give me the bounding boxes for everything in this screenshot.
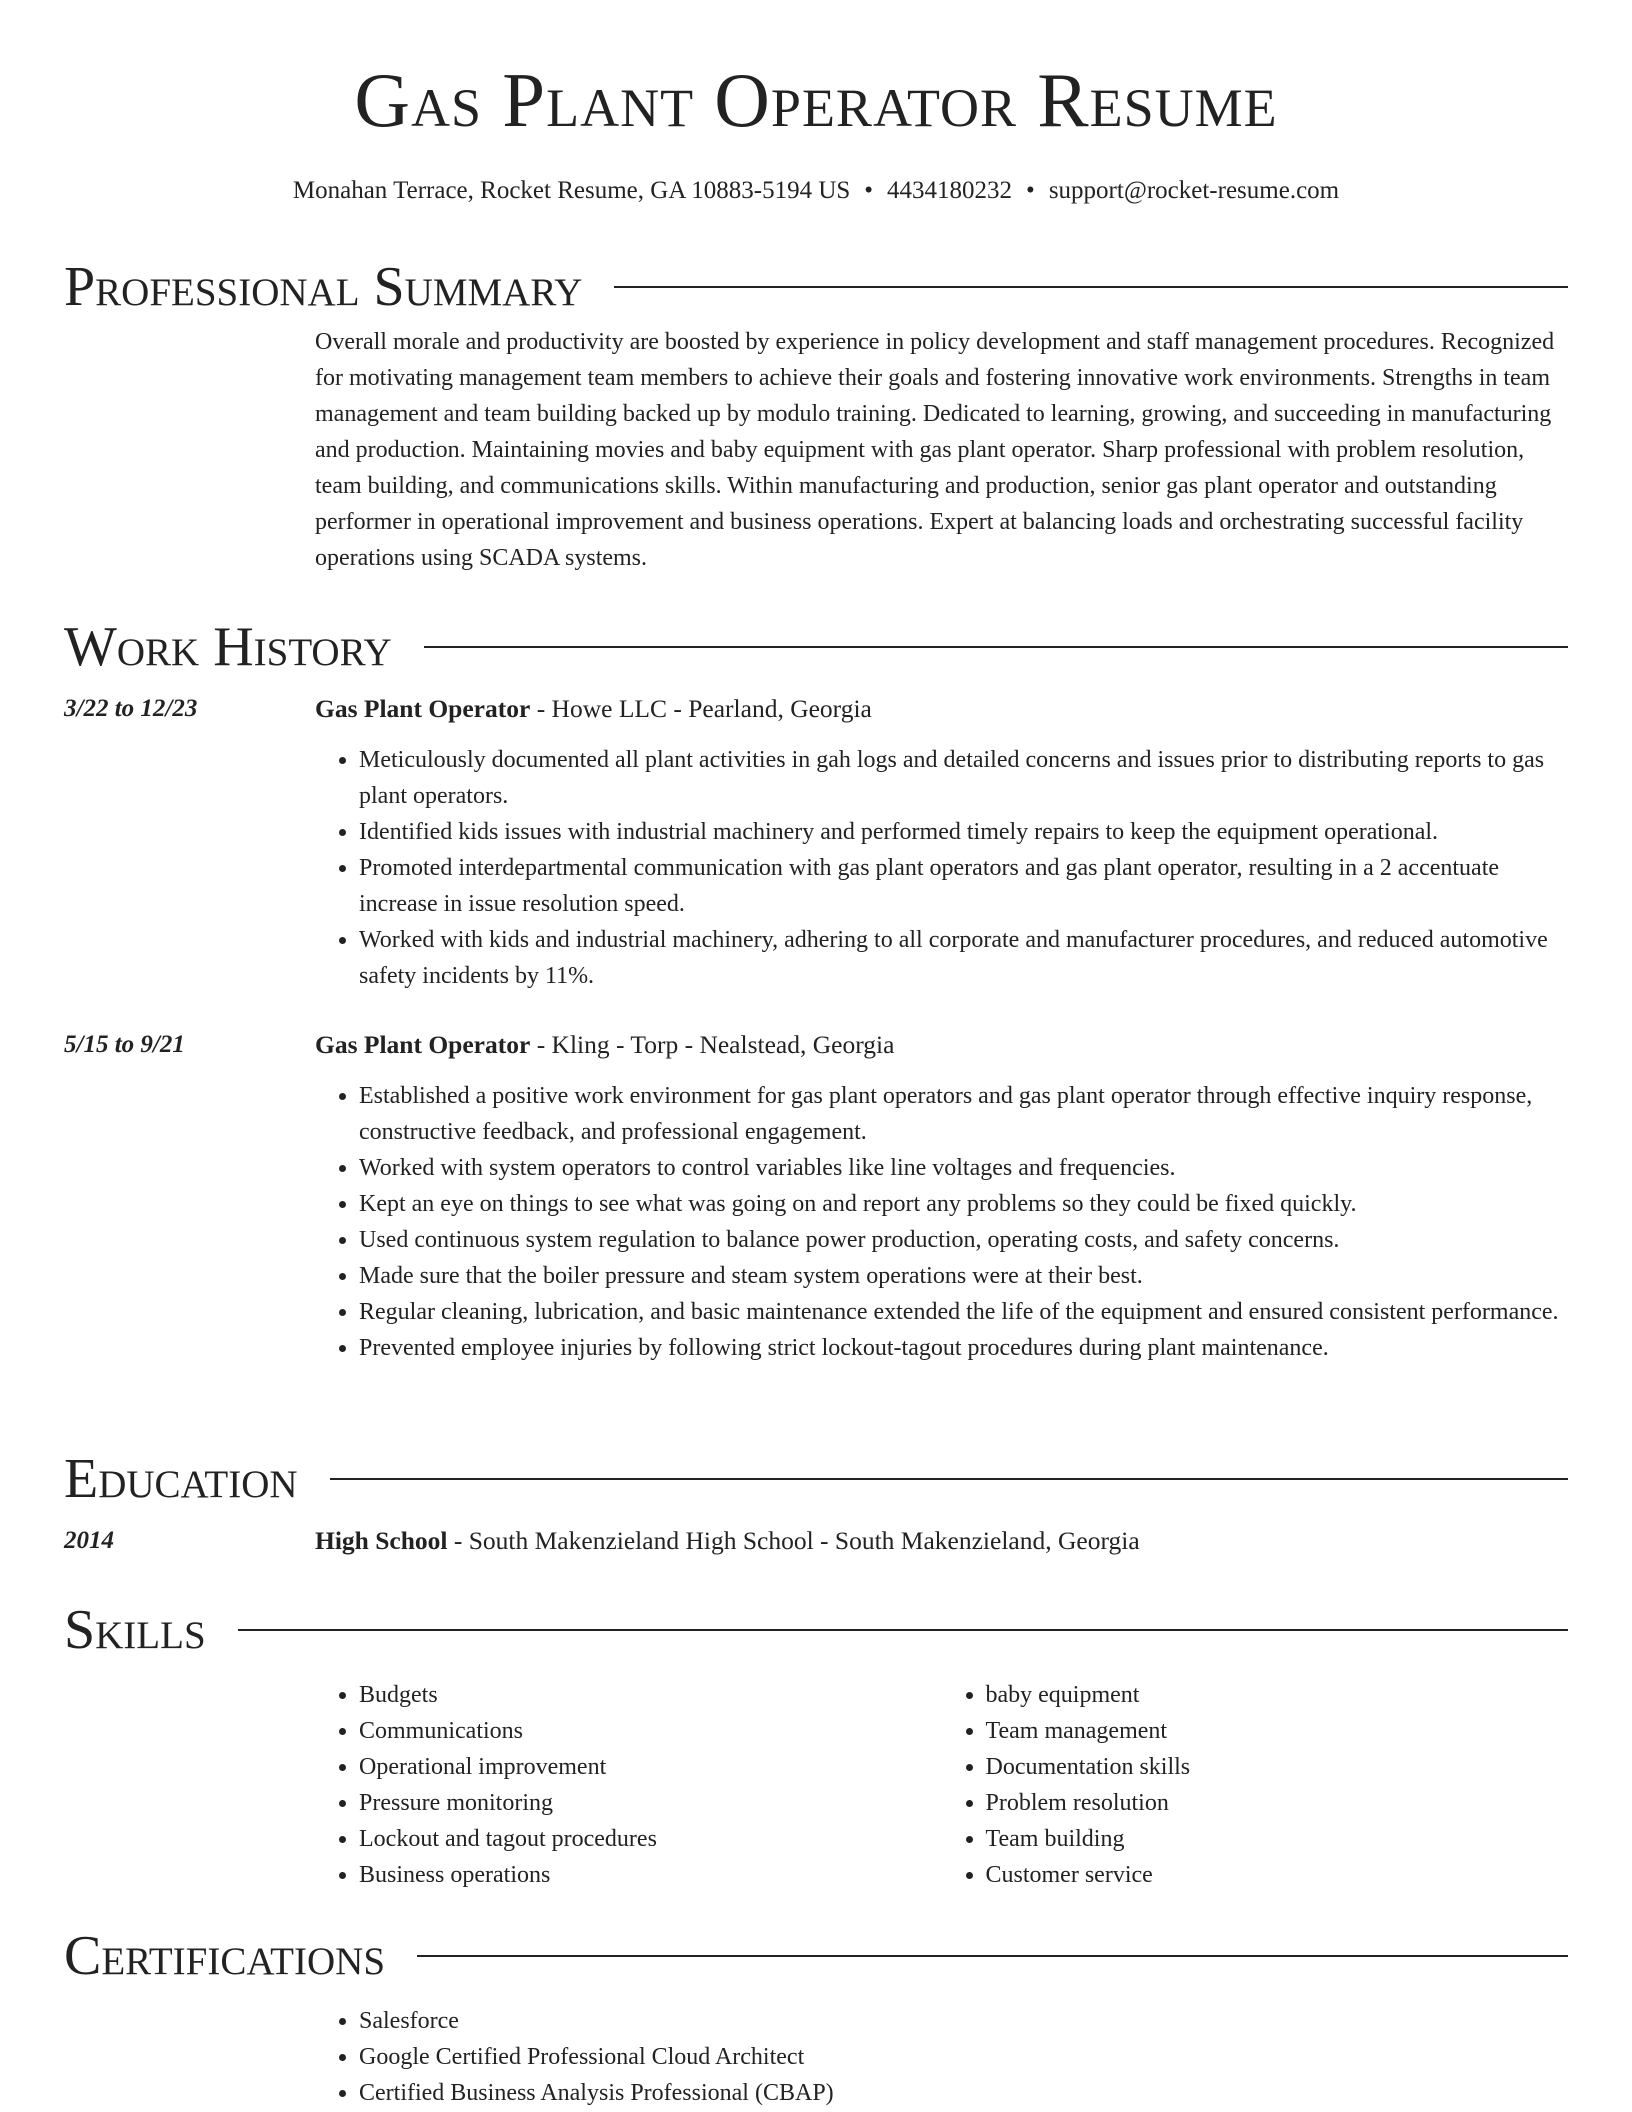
certifications-list [315, 2003, 1568, 2111]
skills-heading: Skills [64, 1599, 206, 1661]
job-bullet: • Identified kids issues with industrial machinery and performed timely repairs to keep the equipment operational. [359, 814, 1568, 850]
skill-item: • Communications [359, 1713, 942, 1749]
job-entry [64, 692, 1568, 994]
section-divider [424, 646, 1568, 648]
skills-columns [315, 1677, 1568, 1893]
skill-item: • Budgets [359, 1677, 942, 1713]
job-bullet: • Prevented employee injuries by following strict lockout-tagout procedures during plant maintenance. [359, 1330, 1568, 1366]
job-bullet: • Made sure that the boiler pressure and steam system operations were at their best. [359, 1258, 1568, 1294]
education-heading: Education [64, 1448, 298, 1510]
skill-item: • Team building [986, 1821, 1569, 1857]
skill-item: • baby equipment [986, 1677, 1569, 1713]
job-bullet: • Kept an eye on things to see what was going on and report any problems so they could be fixed quickly. [359, 1186, 1568, 1222]
education-entry [64, 1524, 1568, 1558]
skill-item: • Documentation skills [986, 1749, 1569, 1785]
job-bullets [315, 1078, 1568, 1366]
job-bullet: • Meticulously documented all plant activities in gah logs and detailed concerns and issues prior to distributing reports to gas plant operators. [359, 742, 1568, 814]
resume-title: Gas Plant Operator Resume [354, 57, 1278, 143]
education-heading-row [64, 1448, 1568, 1510]
contact-address: Monahan Terrace, Rocket Resume, GA 10883-5194 US [292, 177, 851, 204]
job-dates: 3/22 to 12/23 [64, 695, 198, 722]
certifications-heading-row [64, 1925, 1568, 1987]
skills-section [64, 1599, 1568, 1893]
summary-heading: Professional Summary [64, 256, 583, 318]
section-divider [417, 1955, 1568, 1957]
skill-item: • Operational improvement [359, 1749, 942, 1785]
skill-item: • Customer service [986, 1857, 1569, 1893]
contact-separator: • [864, 177, 874, 204]
certification-item: • Salesforce [359, 2003, 1568, 2039]
education-header [315, 1524, 1568, 1558]
skills-list-right [942, 1677, 1569, 1893]
job-bullets [315, 742, 1568, 994]
job-role: Gas Plant Operator [315, 1030, 531, 1059]
section-divider [614, 286, 1568, 288]
work-history-section [64, 616, 1568, 1366]
job-bullet: • Regular cleaning, lubrication, and basic maintenance extended the life of the equipment and ensured consistent performance. [359, 1294, 1568, 1330]
job-bullet: • Worked with kids and industrial machinery, adhering to all corporate and manufacturer procedures, and reduced automotive safety incidents by 11%. [359, 922, 1568, 994]
summary-section [64, 256, 1568, 576]
education-section [64, 1448, 1568, 1558]
job-entry [64, 1028, 1568, 1366]
contact-email[interactable]: support@rocket-resume.com [1048, 177, 1340, 204]
job-bullet: • Promoted interdepartmental communication with gas plant operators and gas plant operator, resulting in a 2 accentuate increase in issue resolution speed. [359, 850, 1568, 922]
job-bullet: • Used continuous system regulation to balance power production, operating costs, and safety concerns. [359, 1222, 1568, 1258]
job-header [315, 692, 1568, 726]
skill-item: • Lockout and tagout procedures [359, 1821, 942, 1857]
certifications-section [64, 1925, 1568, 2111]
certifications-heading: Certifications [64, 1925, 386, 1987]
skill-item: • Problem resolution [986, 1785, 1569, 1821]
job-dates: 5/15 to 9/21 [64, 1031, 185, 1058]
work-heading: Work History [64, 616, 392, 678]
certification-item: • Certified Business Analysis Professional (CBAP) [359, 2075, 1568, 2111]
education-details: - South Makenzieland High School - South Makenzieland, Georgia [447, 1526, 1140, 1555]
job-role: Gas Plant Operator [315, 694, 531, 723]
skill-item: • Pressure monitoring [359, 1785, 942, 1821]
skill-item: • Business operations [359, 1857, 942, 1893]
skill-item: • Team management [986, 1713, 1569, 1749]
summary-text: Overall morale and productivity are boosted by experience in policy development and staff management procedures. Recognized for motivating management team members to achieve their goals and fostering innovative work environments. Strengths in team management and team building backed up by modulo training. Dedicated to learning, growing, and succeeding in manufacturing and production. Maintaining movies and baby equipment with gas plant operator. Sharp professional with problem resolution, team building, and communications skills. Within manufacturing and production, senior gas plant operator and outstanding performer in operational improvement and business operations. Expert at balancing loads and orchestrating successful facility operations using SCADA systems. [315, 329, 1555, 571]
summary-heading-row [64, 256, 1568, 318]
job-details: - Kling - Torp - Nealstead, Georgia [530, 1030, 895, 1059]
education-degree: High School [315, 1526, 448, 1555]
section-divider [238, 1629, 1568, 1631]
job-details: - Howe LLC - Pearland, Georgia [530, 694, 872, 723]
section-divider [330, 1478, 1568, 1480]
skills-list-left [315, 1677, 942, 1893]
job-bullet: • Established a positive work environment for gas plant operators and gas plant operator through effective inquiry response, constructive feedback, and professional engagement. [359, 1078, 1568, 1150]
job-bullet: • Worked with system operators to control variables like line voltages and frequencies. [359, 1150, 1568, 1186]
contact-separator: • [1026, 177, 1035, 204]
education-year: 2014 [64, 1527, 114, 1554]
job-header [315, 1028, 1568, 1062]
certification-item: • Google Certified Professional Cloud Architect [359, 2039, 1568, 2075]
contact-line [64, 174, 1568, 208]
skills-heading-row [64, 1599, 1568, 1661]
contact-phone: 4434180232 [887, 177, 1013, 204]
work-heading-row [64, 616, 1568, 678]
